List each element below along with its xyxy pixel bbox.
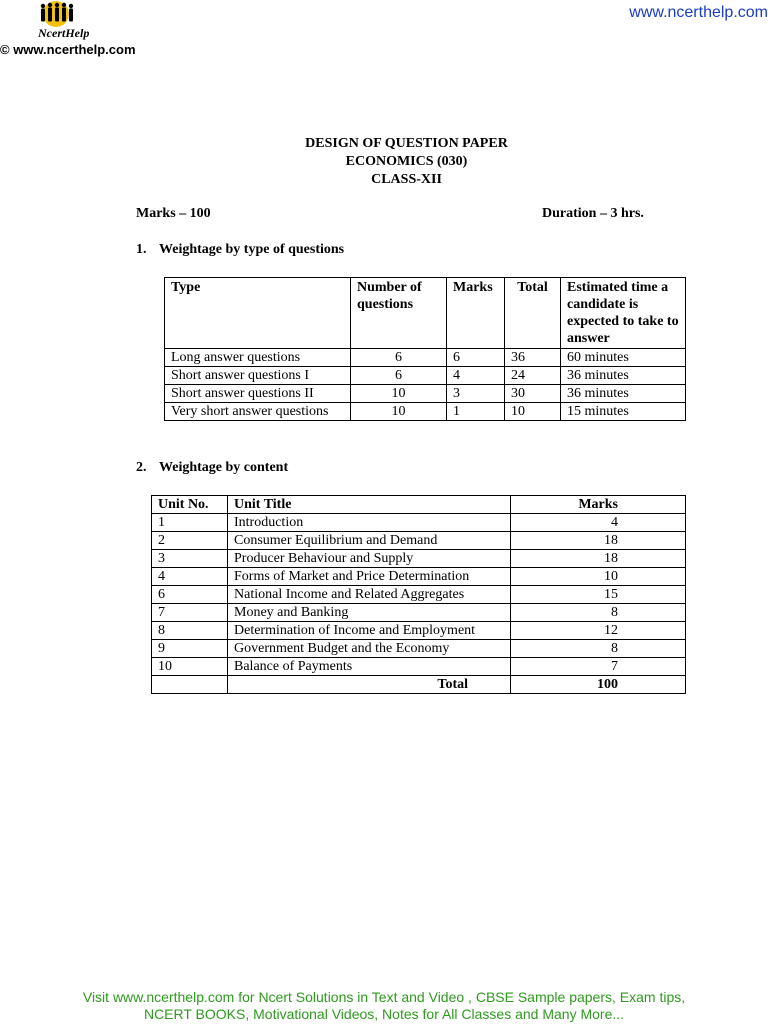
table-row bbox=[165, 403, 686, 421]
header-unit-no: Unit No. bbox=[152, 496, 228, 514]
cell-marks: 3 bbox=[447, 385, 505, 403]
cell-unit-no: 10 bbox=[152, 658, 228, 676]
cell-total: 10 bbox=[505, 403, 561, 421]
table-row bbox=[152, 514, 686, 532]
cell-unit-title: Money and Banking bbox=[228, 604, 511, 622]
header-marks: Marks bbox=[447, 278, 505, 349]
cell-unit-no: 7 bbox=[152, 604, 228, 622]
table-row bbox=[152, 622, 686, 640]
cell-marks: 18 bbox=[511, 532, 686, 550]
copyright-text: © www.ncerthelp.com bbox=[0, 42, 136, 57]
cell-empty bbox=[152, 676, 228, 694]
cell-marks: 10 bbox=[511, 568, 686, 586]
cell-unit-title: Determination of Income and Employment bbox=[228, 622, 511, 640]
table-row bbox=[152, 640, 686, 658]
footer-line-2: NCERT BOOKS, Motivational Videos, Notes for All Classes and Many More... bbox=[143, 1006, 625, 1022]
cell-type: Very short answer questions bbox=[165, 403, 351, 421]
cell-unit-no: 8 bbox=[152, 622, 228, 640]
table-row bbox=[165, 367, 686, 385]
section-2-label: Weightage by content bbox=[159, 460, 289, 475]
class-title: CLASS-XII bbox=[371, 172, 442, 187]
section-1-title bbox=[136, 242, 344, 258]
cell-time: 15 minutes bbox=[561, 403, 686, 421]
cell-unit-no: 9 bbox=[152, 640, 228, 658]
total-row bbox=[152, 676, 686, 694]
table-row bbox=[165, 349, 686, 367]
cell-marks: 18 bbox=[511, 550, 686, 568]
table-row bbox=[152, 568, 686, 586]
cell-unit-no: 6 bbox=[152, 586, 228, 604]
marks-label: Marks – 100 bbox=[136, 206, 211, 221]
cell-unit-title: Consumer Equilibrium and Demand bbox=[228, 532, 511, 550]
table-row bbox=[152, 658, 686, 676]
section-2-title bbox=[136, 460, 288, 476]
cell-marks: 6 bbox=[447, 349, 505, 367]
cell-number: 6 bbox=[351, 367, 447, 385]
section-2-number: 2. bbox=[136, 460, 147, 475]
cell-unit-title: Producer Behaviour and Supply bbox=[228, 550, 511, 568]
cell-number: 6 bbox=[351, 349, 447, 367]
cell-total: 30 bbox=[505, 385, 561, 403]
cell-unit-no: 4 bbox=[152, 568, 228, 586]
section-1-label: Weightage by type of questions bbox=[159, 242, 345, 257]
cell-number: 10 bbox=[351, 403, 447, 421]
cell-unit-title: Forms of Market and Price Determination bbox=[228, 568, 511, 586]
cell-unit-title: National Income and Related Aggregates bbox=[228, 586, 511, 604]
header-marks: Marks bbox=[511, 496, 686, 514]
cell-marks: 4 bbox=[447, 367, 505, 385]
cell-unit-no: 3 bbox=[152, 550, 228, 568]
site-url-link[interactable]: www.ncerthelp.com bbox=[629, 4, 768, 21]
cell-time: 60 minutes bbox=[561, 349, 686, 367]
cell-total: 36 bbox=[505, 349, 561, 367]
cell-time: 36 minutes bbox=[561, 367, 686, 385]
cell-number: 10 bbox=[351, 385, 447, 403]
header-total: Total bbox=[505, 278, 561, 349]
table-row bbox=[152, 604, 686, 622]
cell-marks: 4 bbox=[511, 514, 686, 532]
content-weightage-table bbox=[151, 495, 686, 694]
cell-marks: 8 bbox=[511, 604, 686, 622]
question-type-table bbox=[164, 277, 686, 421]
cell-unit-no: 2 bbox=[152, 532, 228, 550]
cell-type: Short answer questions I bbox=[165, 367, 351, 385]
duration-label: Duration – 3 hrs. bbox=[542, 206, 644, 221]
paper-title: DESIGN OF QUESTION PAPER bbox=[305, 136, 508, 151]
header-estimated-time: Estimated time a candidate is expected to take to answer bbox=[561, 278, 686, 349]
footer-line-1: Visit www.ncerthelp.com for Ncert Solutions in Text and Video , CBSE Sample papers, Exam tips, bbox=[82, 989, 686, 1005]
table-row bbox=[152, 586, 686, 604]
total-value: 100 bbox=[511, 676, 686, 694]
table-row bbox=[165, 385, 686, 403]
header-number: Number of questions bbox=[351, 278, 447, 349]
cell-marks: 12 bbox=[511, 622, 686, 640]
cell-unit-no: 1 bbox=[152, 514, 228, 532]
cell-marks: 8 bbox=[511, 640, 686, 658]
cell-marks: 7 bbox=[511, 658, 686, 676]
total-label: Total bbox=[228, 676, 511, 694]
header-unit-title: Unit Title bbox=[228, 496, 511, 514]
cell-time: 36 minutes bbox=[561, 385, 686, 403]
table-header-row bbox=[165, 278, 686, 349]
cell-unit-title: Government Budget and the Economy bbox=[228, 640, 511, 658]
table-row bbox=[152, 550, 686, 568]
cell-marks: 1 bbox=[447, 403, 505, 421]
cell-marks: 15 bbox=[511, 586, 686, 604]
cell-total: 24 bbox=[505, 367, 561, 385]
section-1-number: 1. bbox=[136, 242, 147, 257]
table-row bbox=[152, 532, 686, 550]
cell-unit-title: Balance of Payments bbox=[228, 658, 511, 676]
cell-unit-title: Introduction bbox=[228, 514, 511, 532]
cell-type: Short answer questions II bbox=[165, 385, 351, 403]
cell-type: Long answer questions bbox=[165, 349, 351, 367]
table-header-row bbox=[152, 496, 686, 514]
logo-text: NcertHelp bbox=[38, 26, 90, 40]
header-type: Type bbox=[165, 278, 351, 349]
subject-title: ECONOMICS (030) bbox=[345, 154, 468, 169]
